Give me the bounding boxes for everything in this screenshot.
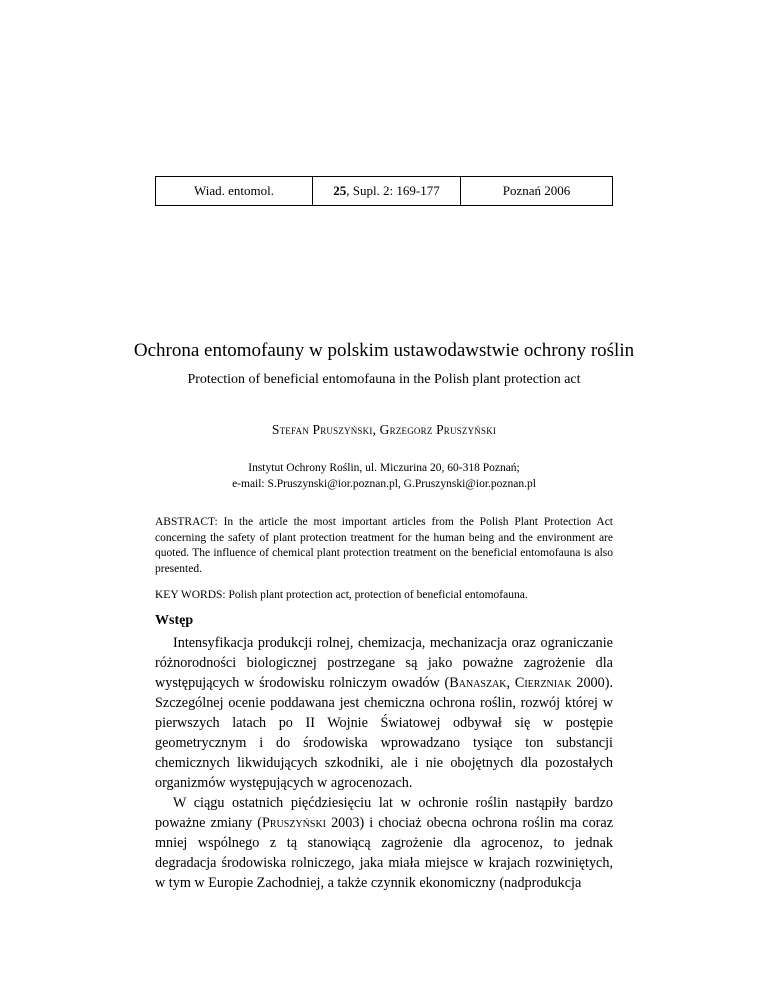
citation: Banaszak, Cierzniak xyxy=(449,675,572,691)
body-text xyxy=(155,633,613,893)
volume-cell xyxy=(313,177,461,205)
journal-header-table xyxy=(155,176,613,206)
article-subtitle: Protection of beneficial entomofauna in the Polish plant protection act xyxy=(187,372,581,387)
citation: Pruszyński xyxy=(262,815,327,831)
issue-pages: , Supl. 2: 169-177 xyxy=(346,183,440,198)
keywords: KEY WORDS: Polish plant protection act, protection of beneficial entomofauna. xyxy=(155,589,528,601)
place-year: Poznań 2006 xyxy=(502,183,571,198)
affiliation-email: e-mail: S.Pruszynski@ior.poznan.pl, G.Pruszynski@ior.poznan.pl xyxy=(232,478,536,490)
affiliation-address: Instytut Ochrony Roślin, ul. Miczurina 20, 60-318 Poznań; xyxy=(248,462,520,474)
paragraph-text: 2003) i chociaż obecna ochrona roślin ma coraz mniej wspólnego z tą stanowiącą zagrożenie dla agrocenoz, to jednak degradacja środowiska rolniczego, jaka miała miejsce w krajach rozwiniętych, w tym w Europie Zachodniej, a także czynnik ekonomiczny (nadprodukcja xyxy=(155,815,613,891)
journal-name-cell xyxy=(156,177,313,205)
affiliation xyxy=(0,460,768,492)
paragraph-text: W ciągu ostatnich pięćdziesięciu lat w ochronie roślin nastąpiły bardzo poważne zmiany ( xyxy=(155,795,613,831)
abstract: ABSTRACT: In the article the most important articles from the Polish Plant Protection Act concerning the safety of plant protection treatment for the human being and the environment are quoted. The influence of chemical plant protection treatment on the beneficial entomofauna is also presented. xyxy=(155,516,613,575)
article-title: Ochrona entomofauny w polskim ustawodawstwie ochrony roślin xyxy=(133,340,635,361)
place-year-cell xyxy=(461,177,612,205)
authors: Stefan Pruszyński, Grzegorz Pruszyński xyxy=(271,422,497,437)
paragraph-text: 2000). Szczególnej ocenie poddawana jest chemiczna ochrona roślin, rozwój której w pierwszych latach po II Wojnie Światowej odbywał się w postępie geometrycznym i do środowiska wprowadzano tysiące ton substancji chemicznych likwidujących szkodniki, ale i nie obojętnych dla pozostałych organizmów występujących w agrocenozach. xyxy=(155,675,613,791)
journal-name: Wiad. entomol. xyxy=(194,183,274,198)
paragraph xyxy=(155,793,613,893)
volume-number: 25 xyxy=(333,183,347,198)
paragraph xyxy=(155,633,613,793)
paragraph-text: Intensyfikacja produkcji rolnej, chemizacja, mechanizacja oraz ograniczanie różnorodności biologicznej postrzegane są jako poważne zagrożenie dla występujących w środowisku rolniczym owadów ( xyxy=(155,635,613,691)
section-heading: Wstęp xyxy=(155,613,194,628)
